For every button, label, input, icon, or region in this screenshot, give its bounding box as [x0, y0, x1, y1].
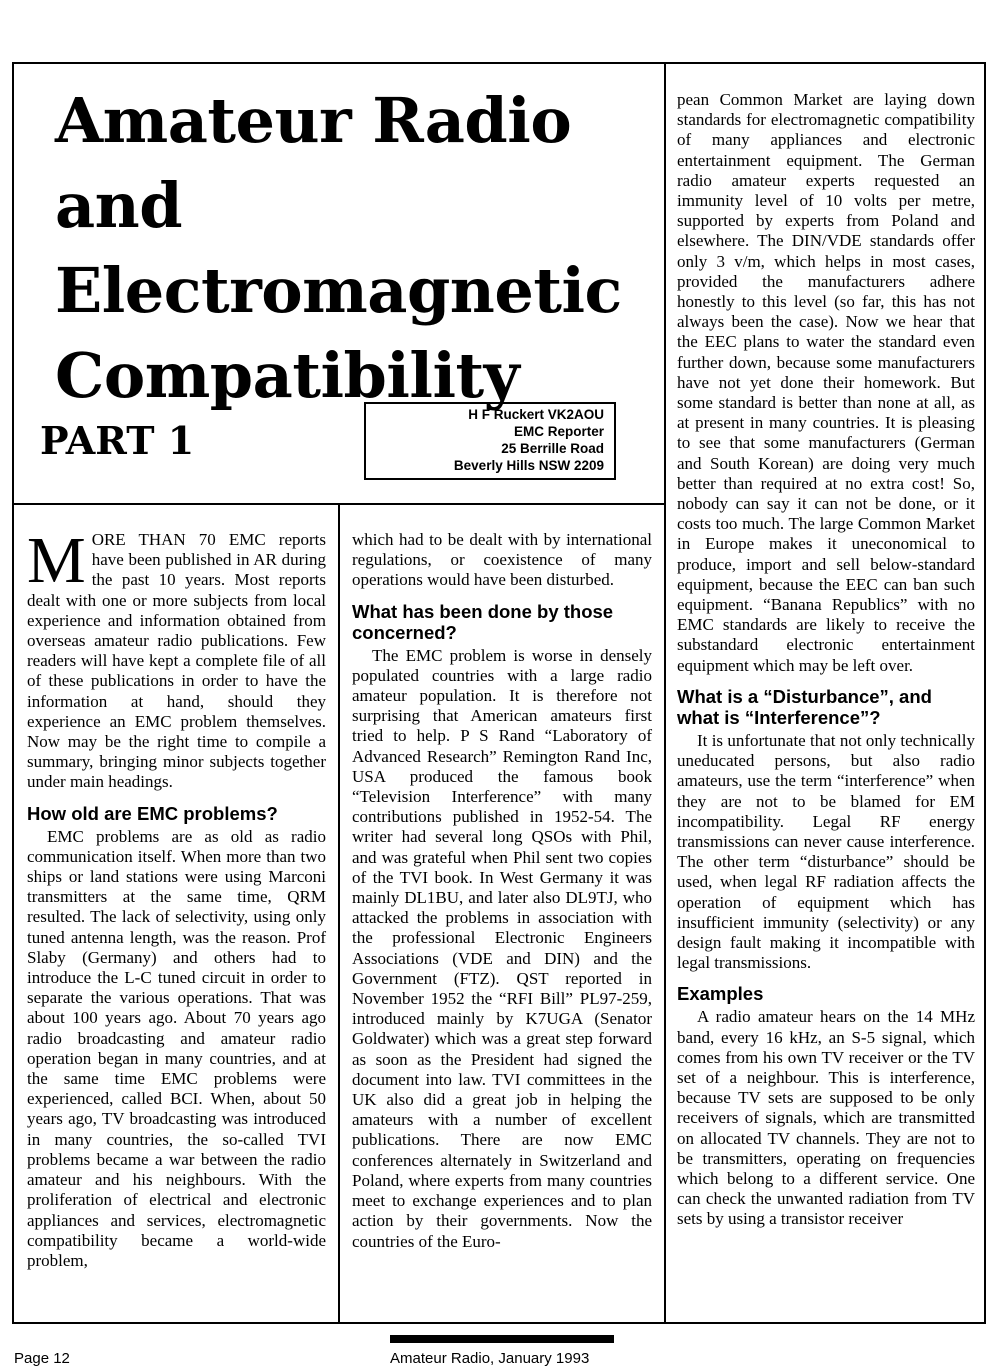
- author-byline: [364, 402, 616, 480]
- title-line-2: and: [55, 169, 183, 242]
- publication-info: Amateur Radio, January 1993: [390, 1350, 590, 1367]
- section-heading-examples: Examples: [677, 983, 764, 1005]
- intro-text: have been published in AR during the past 10 years. Most reports dealt with one or more subjects from local experience and information obtained from overseas amateur radio publications. Few readers will have kept a complete file of all of these publications in order to have the information at hand, should they experience an EMC problem themselves. Now may be the right time to compile a summary, bringing minor subjects together under main headings.: [27, 550, 326, 792]
- column-rule-2: [664, 62, 666, 1324]
- title-line-1: Amateur Radio: [55, 84, 572, 157]
- column-3: [677, 90, 975, 1230]
- column-2: [352, 530, 652, 1252]
- history-continuation: which had to be dealt with by international regulations, or coexistence of many operations would have been disturbed.: [352, 530, 652, 590]
- history-paragraph: EMC problems are as old as radio communication itself. When more than two ships or land stations were using Marconi transmitters at the same time, QRM resulted. The lack of selectivity, using only tuned antenna length, was the reason. Prof Slaby (Germany) and others had to introduce the L-C tuned circuit in order to separate the various operations. That was about 100 years ago. About 70 years ago radio broadcasting and amateur radio operation began in many countries, and at the same time EMC problems were experienced, called BCI. When, about 50 years ago, TV broadcasting was introduced in many countries, the so-called TVI problems became a war between the radio amateur and his neighbours. With the proliferation of electrical and electronic appliances and services, electromagnetic compatibility became a world-wide problem,: [27, 826, 326, 1270]
- title-line-3: Electromagnetic: [55, 254, 622, 327]
- author-street: 25 Berrille Road: [501, 441, 604, 456]
- footer-bar: [390, 1335, 614, 1343]
- actions-continuation: pean Common Market are laying down standards for electromagnetic compatibility of many appliances and electronic entertainment equipment. The German radio amateur experts requested an immunity level of 10 volts per metre, supported by experts from Poland and elsewhere. The DIN/VDE standards offer only 3 v/m, which helps in most cases, provided the manufacturers adhere honestly to this level (so far, this has not always been the case). Now we hear that the EEC plans to water the standard even further down, because some manufacturers have not yet done their homework. But some standard is better than none at all, as at present in many countries. It is pleasing to see that some manufacturers (German and South Korean) are doing very much better than required at no extra cost! So, nobody can say it can not be done, or it costs too much. The large Common Market in Europe makes it uneconomical to produce, import and sell below-standard equipment, because the EEC can ban such equipment. “Banana Republics” with no EMC standards are likely to receive the substandard electronic entertainment equipment which may be left over.: [677, 90, 975, 675]
- section-heading-history: How old are EMC problems?: [27, 802, 278, 824]
- examples-paragraph: A radio amateur hears on the 14 MHz band, every 16 kHz, an S-5 signal, which comes from his own TV receiver or the TV set of a neighbour. This is interference, because TV sets are supposed to be only receivers of signals, which are transmitted on allocated TV channels. They are not to be transmitters, operating on frequencies which belong to a different service. One can check the unwanted radiation from TV sets by using a transistor receiver: [677, 1007, 975, 1229]
- column-1: [27, 524, 326, 1271]
- definitions-paragraph: It is unfortunate that not only technically uneducated persons, but also radio amateurs, use the term “interference” when they are not to be blamed for EM incompatibility. Legal RF energy transmissions can never cause interference. The other term “disturbance” should be used, when legal RF radiation affects the operation of equipment which has insufficient immunity (selectivity) or any design fault making it incompatible with legal transmissions.: [677, 730, 975, 973]
- page-number: Page 12: [14, 1350, 70, 1367]
- author-city: Beverly Hills NSW 2209: [453, 458, 604, 473]
- column-rule-1: [338, 504, 340, 1324]
- intro-paragraph: [27, 524, 326, 793]
- author-role: EMC Reporter: [513, 424, 604, 439]
- actions-paragraph: The EMC problem is worse in densely populated countries with a large radio amateur population. It is therefore not surprising that American amateurs first tried to help. P S Rand “Laboratory of Advanced Research” Remington Rand Inc, USA produced the famous book “Television Interference” with many contributions published in 1952-54. The writer had several long QSOs with Phil, and was grateful when Phil sent two copies of the TVI book. In West Germany it was mainly DL1BU, and later also DL9TJ, who attacked the problems in association with the professional Electronic Engineers Associations (VDE and DIN) and the Government (FTZ). QST reported in November 1952 the “RFI Bill” PL97-259, introduced mainly by K7UGA (Senator Goldwater) which was a great step forward as soon as the President had signed the document into law. TVI committees in the UK also did a great job in helping the amateurs with a number of excellent publications. There are now EMC conferences alternately in Switzerland and Poland, where experts from many countries meet to exchange experiences and to plan action by their governments. Now the countries of the Euro-: [352, 645, 652, 1251]
- drop-cap: M: [27, 524, 86, 597]
- part-label: PART 1: [40, 418, 195, 463]
- article-title: [55, 78, 622, 418]
- title-line-4: Compatibility: [55, 339, 520, 412]
- section-heading-actions: What has been done by those concerned?: [352, 600, 614, 643]
- intro-first-words: ORE THAN 70 EMC reports: [91, 530, 326, 549]
- section-heading-definitions: What is a “Disturbance”, and what is “Interference”?: [677, 685, 932, 728]
- author-name: H F Ruckert VK2AOU: [468, 407, 604, 422]
